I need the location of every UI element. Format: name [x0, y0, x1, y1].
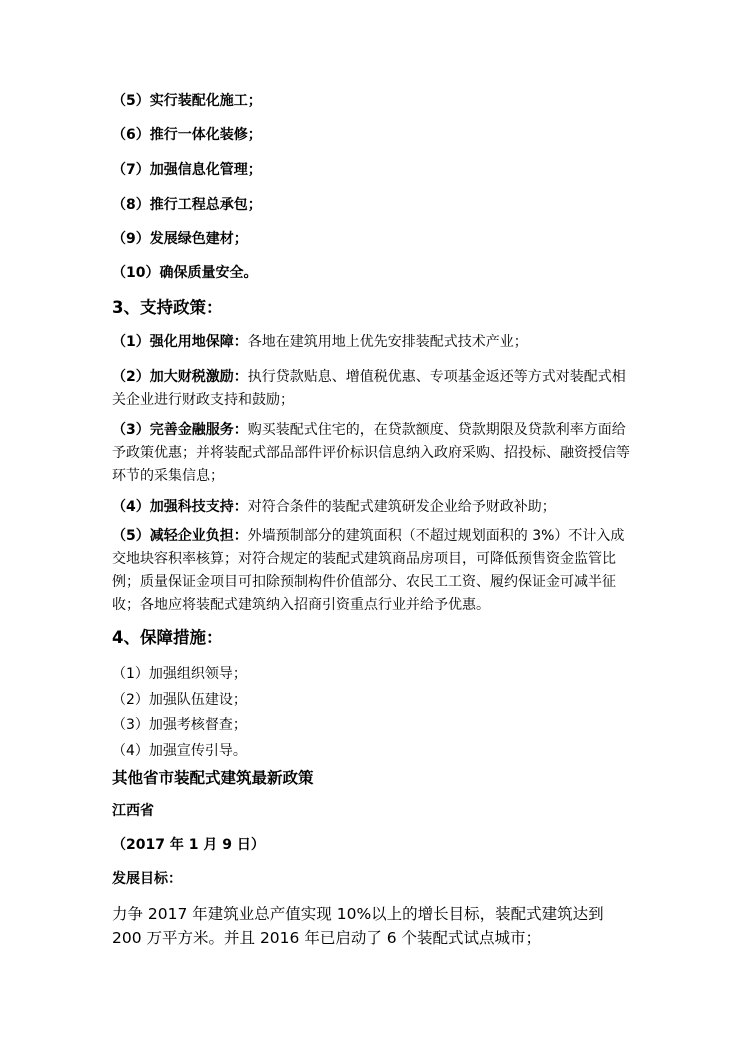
list-item: （8）推行工程总承包； — [112, 197, 262, 213]
list-item: （9）发展绿色建材； — [112, 231, 248, 247]
policy-paragraph — [112, 419, 632, 488]
policy-label: （4）加强科技支持： — [112, 499, 248, 515]
policy-label: （2）加大财税激励： — [112, 369, 248, 385]
policy-text: 对符合条件的装配式建筑研发企业给予财政补助； — [247, 499, 556, 515]
province-name: 江西省 — [112, 803, 154, 819]
policy-paragraph — [112, 366, 632, 412]
section-heading: 3、支持政策： — [112, 298, 223, 317]
subsection-title: 其他省市装配式建筑最新政策 — [112, 769, 314, 787]
policy-label: （3）完善金融服务： — [112, 422, 248, 438]
policy-label: （5）减轻企业负担： — [112, 528, 248, 544]
policy-text: 外墙预制部分的建筑面积（不超过规划面积的 3%）不计入成交地块容积率核算；对符合规定的装配式建筑商品房项目，可降低预售资金监管比例；质量保证金项目可扣除预制构件价值部分、农民工工资、履约保证金可减半征收；各地应将装配式建筑纳入招商引资重点行业并给予优惠。 — [112, 528, 625, 613]
policy-paragraph — [112, 525, 632, 617]
list-item: （4）加强宣传引导。 — [112, 743, 247, 759]
list-item: （6）推行一体化装修； — [112, 127, 262, 143]
list-item: （2）加强队伍建设； — [112, 692, 247, 708]
policy-text: 各地在建筑用地上优先安排装配式技术产业； — [247, 334, 528, 350]
list-item: （5）实行装配化施工； — [112, 93, 262, 109]
list-item: （3）加强考核督查； — [112, 717, 247, 733]
policy-label: （1）强化用地保障： — [112, 334, 248, 350]
policy-text: 执行贷款贴息、增值税优惠、专项基金返还等方式对装配式相关企业进行财政支持和鼓励； — [112, 369, 626, 408]
section-heading: 4、保障措施： — [112, 628, 223, 647]
list-item: （7）加强信息化管理； — [112, 162, 262, 178]
date-text: （2017 年 1 月 9 日） — [112, 837, 265, 853]
policy-text: 购买装配式住宅的，在贷款额度、贷款期限及贷款利率方面给予政策优惠；并将装配式部品部件评价标识信息纳入政府采购、招投标、融资授信等环节的采集信息； — [112, 422, 630, 484]
policy-paragraph — [112, 496, 632, 519]
list-item: （1）加强组织领导； — [112, 666, 247, 682]
policy-paragraph — [112, 331, 632, 354]
goal-label: 发展目标： — [112, 871, 182, 887]
list-item: （10）确保质量安全。 — [112, 265, 258, 281]
goal-paragraph: 力争 2017 年建筑业总产值实现 10%以上的增长目标，装配式建筑达到 200 万平方米。并且 2016 年已启动了 6 个装配式试点城市； — [112, 905, 604, 947]
